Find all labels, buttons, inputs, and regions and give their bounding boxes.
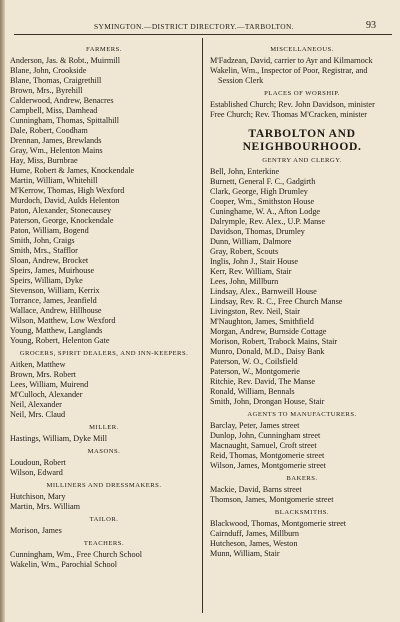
directory-entry: Stevenson, William, Kerrix	[10, 286, 100, 295]
directory-entry: Wilson, James, Montgomerie street	[210, 461, 326, 470]
directory-entry: Calderwood, Andrew, Benacres	[10, 96, 114, 105]
directory-entry: Morison, Robert, Trabock Mains, Stair	[210, 337, 338, 346]
directory-entry: Paterson, W. O., Coilsfield	[210, 357, 298, 366]
miscellaneous-list	[210, 56, 394, 86]
directory-entry: Davidson, Thomas, Drumley	[210, 227, 305, 236]
directory-entry: Bell, John, Enterkine	[210, 167, 280, 176]
directory-entry: Lindsay, Alex., Barnweill House	[210, 287, 317, 296]
directory-entry: Young, Robert, Helenton Gate	[10, 336, 110, 345]
miller-list	[10, 434, 198, 444]
directory-entry: Barclay, Peter, James street	[210, 421, 300, 430]
header-rule	[14, 34, 392, 35]
running-head: SYMINGTON.—DISTRICT DIRECTORY.—TARBOLTON.	[93, 22, 295, 31]
directory-entry: Clark, George, High Drumley	[210, 187, 308, 196]
directory-entry: Established Church; Rev. John Davidson, minister	[210, 100, 375, 109]
directory-entry: Gray, Wm., Helenton Mains	[10, 146, 103, 155]
blacksmiths-list	[210, 519, 394, 559]
directory-entry: Neil, Alexander	[10, 400, 62, 409]
section-heading-teachers: TEACHERS.	[83, 540, 125, 547]
directory-entry: Brown, Mrs. Robert	[10, 370, 76, 379]
directory-entry: Wallace, Andrew, Hillhouse	[10, 306, 102, 315]
directory-entry: Dunn, William, Dalmore	[210, 237, 292, 246]
directory-entry: Hume, Robert & James, Knockendale	[10, 166, 135, 175]
directory-entry: Paterson, George, Knockendale	[10, 216, 114, 225]
directory-entry: Wilson, Matthew, Low Wexford	[10, 316, 116, 325]
directory-entry: Morison, James	[10, 526, 62, 535]
section-heading-miscellaneous: MISCELLANEOUS.	[270, 46, 334, 53]
section-heading-milliners: MILLINERS AND DRESSMAKERS.	[46, 482, 162, 489]
directory-entry: Inglis, John J., Stair House	[210, 257, 299, 266]
page-binding-edge	[0, 0, 5, 622]
farmers-list	[10, 56, 198, 346]
directory-entry: Reid, Thomas, Montgomerie street	[210, 451, 325, 460]
directory-entry: Kerr, Rev. William, Stair	[210, 267, 292, 276]
directory-entry: Murdoch, David, Aulds Helenton	[10, 196, 120, 205]
directory-entry: Blackwood, Thomas, Montgomerie street	[210, 519, 347, 528]
right-column	[210, 42, 394, 559]
directory-entry: Martin, William, Whitehill	[10, 176, 98, 185]
directory-entry: Torrance, James, Jeanfield	[10, 296, 97, 305]
directory-entry: Free Church; Rev. Thomas M'Cracken, minister	[210, 110, 368, 119]
directory-entry: Munro, Donald, M.D., Daisy Bank	[210, 347, 325, 356]
directory-entry: Anderson, Jas. & Robt., Muirmill	[10, 56, 121, 65]
section-heading-gentry-and-clergy: GENTRY AND CLERGY.	[262, 157, 342, 164]
directory-entry: M'Culloch, Alexander	[10, 390, 83, 399]
directory-entry: Young, Matthew, Langlands	[10, 326, 103, 335]
section-heading-agents: AGENTS TO MANUFACTURERS.	[247, 411, 357, 418]
directory-entry: Drennan, James, Brewlands	[10, 136, 102, 145]
town-title: TARBOLTON AND NEIGHBOURHOOD.	[242, 127, 362, 153]
directory-entry: Mackie, David, Barns street	[210, 485, 302, 494]
directory-entry: Brown, Mrs., Byrehill	[10, 86, 83, 95]
directory-entry: Hay, Miss, Burnbrae	[10, 156, 78, 165]
section-heading-grocers: GROCERS, SPIRIT DEALERS, AND INN-KEEPERS.	[19, 350, 189, 357]
directory-entry: Loudoun, Robert	[10, 458, 66, 467]
directory-entry: M'Kerrow, Thomas, High Wexford	[10, 186, 125, 195]
directory-entry: Dalrymple, Rev. Alex., U.P. Manse	[210, 217, 325, 226]
directory-entry: Dunlop, John, Cunningham street	[210, 431, 321, 440]
directory-entry: M'Naughton, James, Smithfield	[210, 317, 314, 326]
directory-entry: Thomson, James, Montgomerie street	[210, 495, 334, 504]
directory-entry: Paton, Alexander, Stonecausey	[10, 206, 112, 215]
directory-entry: Munn, William, Stair	[210, 549, 280, 558]
directory-entry: Sloan, Andrew, Brocket	[10, 256, 89, 265]
section-heading-tailor: TAILOR.	[89, 516, 119, 523]
directory-entry: Campbell, Miss, Damhead	[10, 106, 98, 115]
bakers-list	[210, 485, 394, 505]
directory-entry: Livingston, Rev. Neil, Stair	[210, 307, 300, 316]
directory-entry: Burnett, General F. C., Gadgirth	[210, 177, 316, 186]
directory-entry: Smith, Mrs., Stafflor	[10, 246, 78, 255]
agents-list	[210, 421, 394, 471]
directory-entry: M'Fadzean, David, carrier to Ayr and Kilmarnock	[210, 56, 373, 65]
directory-entry: Gray, Robert, Scouts	[210, 247, 279, 256]
section-heading-miller: MILLER.	[89, 424, 119, 431]
directory-entry: Hutchison, Mary	[10, 492, 66, 501]
directory-entry: Hastings, William, Dyke Mill	[10, 434, 108, 443]
directory-entry: Speirs, William, Dyke	[10, 276, 83, 285]
directory-entry: Ronald, William, Bennals	[210, 387, 295, 396]
directory-entry: Neil, Mrs. Claud	[10, 410, 66, 419]
left-column	[10, 42, 198, 570]
worship-list	[210, 100, 394, 120]
column-divider	[202, 38, 203, 613]
directory-entry: Aitken, Matthew	[10, 360, 66, 369]
directory-entry: Cooper, Wm., Smithston House	[210, 197, 315, 206]
section-heading-masons: MASONS.	[87, 448, 121, 455]
directory-entry: Lees, William, Muirend	[10, 380, 89, 389]
directory-entry: Cuninghame, W. A., Afton Lodge	[210, 207, 321, 216]
directory-entry: Lees, John, Millburn	[210, 277, 279, 286]
section-heading-blacksmiths: BLACKSMITHS.	[274, 509, 330, 516]
directory-entry: Macnaught, Samuel, Croft street	[210, 441, 317, 450]
directory-entry: Morgan, Andrew, Burnside Cottage	[210, 327, 327, 336]
directory-entry: Wakelin, Wm., Parochial School	[10, 560, 117, 569]
milliners-list	[10, 492, 198, 512]
directory-entry: Martin, Mrs. William	[10, 502, 81, 511]
page-number: 93	[366, 20, 376, 31]
gentry-list	[210, 167, 394, 407]
section-heading-farmers: FARMERS.	[86, 46, 122, 53]
grocers-list	[10, 360, 198, 420]
directory-entry: Paterson, W., Montgomerie	[210, 367, 300, 376]
teachers-list	[10, 550, 198, 570]
directory-entry: Lindsay, Rev. R. C., Free Church Manse	[210, 297, 343, 306]
directory-entry: Dale, Robert, Coodham	[10, 126, 88, 135]
section-heading-bakers: BAKERS.	[286, 475, 318, 482]
directory-entry: Cunningham, Thomas, Spittalhill	[10, 116, 120, 125]
tailor-list	[10, 526, 198, 536]
directory-entry: Blane, John, Crookside	[10, 66, 87, 75]
directory-entry: Cairnduff, James, Millburn	[210, 529, 299, 538]
masons-list	[10, 458, 198, 478]
section-heading-places-of-worship: PLACES OF WORSHIP.	[264, 90, 340, 97]
directory-entry: Cunningham, Wm., Free Church School	[10, 550, 142, 559]
directory-entry: Speirs, James, Muirhouse	[10, 266, 95, 275]
directory-entry: Blane, Thomas, Craigrethill	[10, 76, 102, 85]
directory-entry: Wakelin, Wm., Inspector of Poor, Registrar, and Session Clerk	[210, 66, 368, 85]
directory-entry: Wilson, Edward	[10, 468, 63, 477]
directory-entry: Hutcheson, James, Weston	[210, 539, 298, 548]
directory-entry: Ritchie, Rev. David, The Manse	[210, 377, 316, 386]
directory-entry: Smith, John, Drongan House, Stair	[210, 397, 325, 406]
directory-entry: Paton, William, Bogend	[10, 226, 89, 235]
directory-entry: Smith, John, Craigs	[10, 236, 75, 245]
